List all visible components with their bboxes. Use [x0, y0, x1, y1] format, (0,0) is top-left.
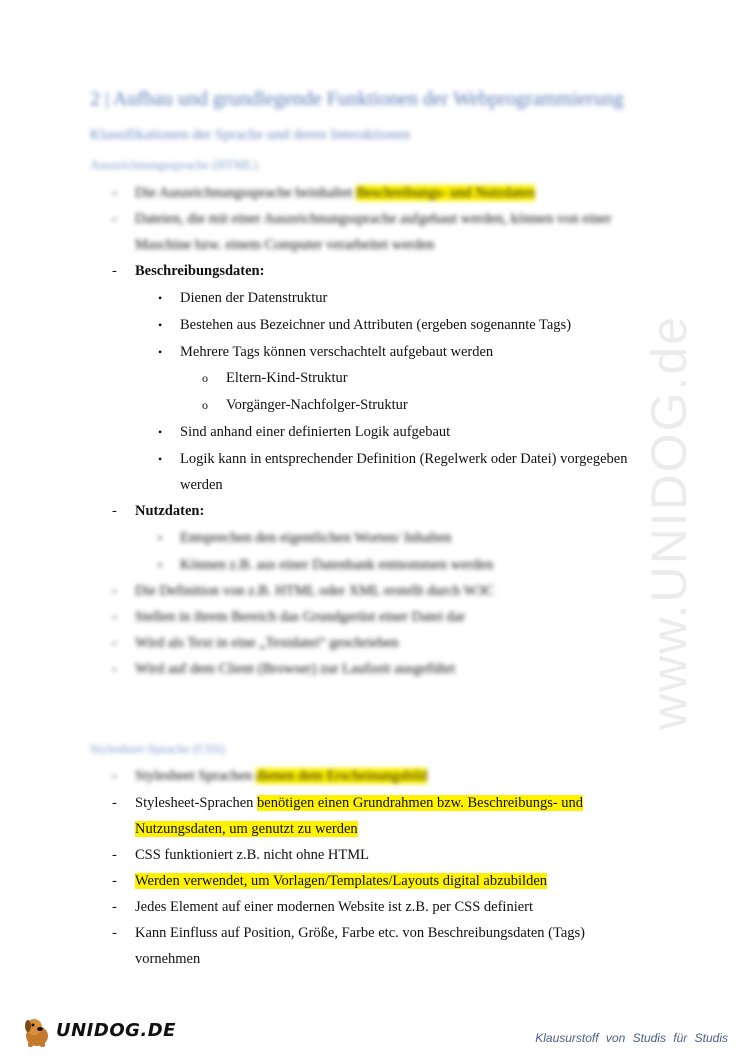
dash-marker: - — [112, 503, 117, 519]
nutzdaten-label: Nutzdaten: — [135, 503, 205, 519]
dash-item: Jedes Element auf einer modernen Website ist z.B. per CSS definiert — [135, 899, 534, 915]
highlight: Beschreibungs- und Nutzdaten — [356, 185, 535, 201]
bullet-marker: • — [158, 425, 163, 439]
dash-marker: - — [112, 211, 117, 227]
bullet-marker: • — [158, 558, 163, 572]
page-title: 2 | Aufbau und grundlegende Funktionen der Webprogrammierung — [90, 88, 624, 110]
dash-item: Wird als Text in eine „Textdatei“ geschrieben — [135, 635, 399, 651]
watermark: www.UNIDOG.de — [641, 315, 697, 730]
dash-item: Stellen in ihrem Bereich das Grundgerüst einer Datei dar — [135, 609, 466, 625]
bullet-item: Logik kann in entsprechender Definition (Regelwerk oder Datei) vorgegeben — [180, 451, 628, 467]
html-files-line-2: Maschine bzw. einem Computer verarbeitet werden — [135, 237, 435, 253]
html-intro-line: Die Auszeichnungssprache beinhaltet Beschreibungs- und Nutzdaten — [135, 185, 535, 201]
dash-marker: - — [112, 847, 117, 863]
dash-item — [135, 871, 547, 891]
sub-bullet-item: Vorgänger-Nachfolger-Struktur — [226, 397, 408, 413]
bullet-item-continued: werden — [180, 477, 223, 493]
dash-marker: - — [112, 873, 117, 889]
unidog-logo[interactable] — [22, 1014, 176, 1050]
dash-marker: - — [112, 768, 117, 784]
dog-icon — [22, 1016, 52, 1048]
section-html-title: Auszeichnungssprache (HTML) — [90, 157, 258, 172]
dash-marker: - — [112, 609, 117, 625]
footer-slogan: Klausurstoff von Studis für Studis — [535, 1031, 728, 1045]
bullet-item: Dienen der Datenstruktur — [180, 290, 328, 306]
dash-marker: - — [112, 925, 117, 941]
css-requires-line-1: Stylesheet-Sprachen benötigen einen Grundrahmen bzw. Beschreibungs- und — [135, 795, 584, 811]
bullet-item: Können z.B. aus einer Datenbank entnommen werden — [180, 557, 494, 573]
bullet-marker: • — [158, 291, 163, 305]
sub-bullet-item: Eltern-Kind-Struktur — [226, 370, 348, 386]
dash-marker: - — [112, 635, 117, 651]
bullet-item: Mehrere Tags können verschachtelt aufgebaut werden — [180, 344, 494, 360]
highlight: Nutzungsdaten, um genutzt zu werden — [135, 821, 358, 837]
highlight: dienen dem Erscheinungsbild — [255, 768, 428, 784]
section-css-title: Stylesheet-Sprache (CSS) — [90, 741, 225, 756]
bullet-marker: • — [158, 318, 163, 332]
dash-marker: - — [112, 795, 117, 811]
css-requires-line-2 — [135, 819, 358, 839]
html-files-line-1: Dateien, die mit einer Auszeichnungssprache aufgebaut werden, können von einer — [135, 211, 612, 227]
beschreibungsdaten-label: Beschreibungsdaten: — [135, 263, 265, 279]
highlight: benötigen einen Grundrahmen bzw. Beschreibungs- und — [257, 795, 584, 811]
dash-marker: - — [112, 185, 117, 201]
css-purpose-line: Stylesheet Sprachen dienen dem Erscheinungsbild — [135, 768, 428, 784]
dash-marker: - — [112, 583, 117, 599]
dash-item: Die Definition von z.B. HTML oder XML erstellt durch W3C — [135, 583, 495, 599]
highlight: Werden verwendet, um Vorlagen/Templates/Layouts digital abzubilden — [135, 873, 548, 889]
bullet-item: Sind anhand einer definierten Logik aufgebaut — [180, 424, 451, 440]
dash-item: Wird auf dem Client (Browser) zur Laufzeit ausgeführt — [135, 661, 456, 677]
bullet-marker: • — [158, 531, 163, 545]
bullet-item: Bestehen aus Bezeichner und Attributen (ergeben sogenannte Tags) — [180, 317, 572, 333]
dash-item-continued: vornehmen — [135, 951, 201, 967]
bullet-marker: • — [158, 345, 163, 359]
dash-marker: - — [112, 263, 117, 279]
dash-item: Kann Einfluss auf Position, Größe, Farbe etc. von Beschreibungsdaten (Tags) — [135, 925, 585, 941]
dash-item: CSS funktioniert z.B. nicht ohne HTML — [135, 847, 369, 863]
bullet-marker: • — [158, 452, 163, 466]
page-subtitle: Klassifikationen der Sprache und deren Interaktionen — [90, 127, 411, 143]
circle-marker: o — [202, 398, 208, 412]
bullet-item: Entsprechen den eigentlichen Worten/ Inhalten — [180, 530, 452, 546]
circle-marker: o — [202, 371, 208, 385]
dash-marker: - — [112, 899, 117, 915]
logo-text: UNIDOG.DE — [56, 1020, 176, 1041]
dash-marker: - — [112, 661, 117, 677]
